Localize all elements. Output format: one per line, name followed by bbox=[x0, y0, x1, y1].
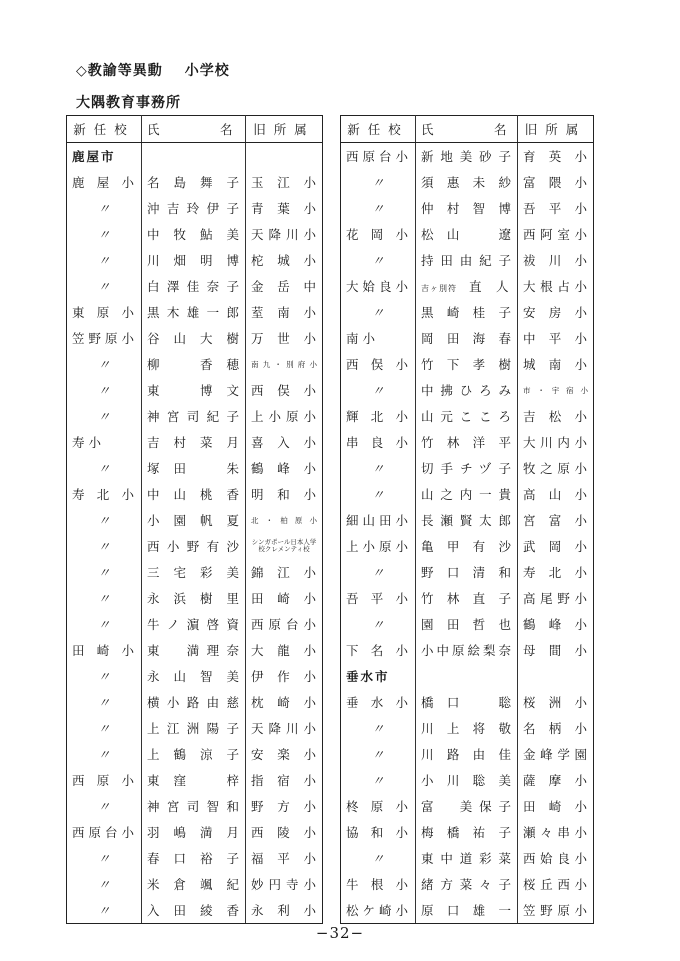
table-row bbox=[67, 793, 323, 819]
new-school-cell: 〃 bbox=[67, 351, 142, 377]
previous-school-cell: 薩摩小 bbox=[518, 767, 594, 793]
new-school-cell: 〃 bbox=[67, 273, 142, 299]
previous-school-cell: 田崎小 bbox=[246, 585, 323, 611]
new-school-cell: 〃 bbox=[67, 195, 142, 221]
new-school-cell: 西原台小 bbox=[67, 819, 142, 845]
new-school-cell: 松ケ崎小 bbox=[341, 897, 416, 924]
table-row bbox=[341, 767, 594, 793]
roster-table-right bbox=[340, 115, 594, 924]
name-cell: 黒木雄一郎 bbox=[142, 299, 246, 325]
new-school-cell: 柊原小 bbox=[341, 793, 416, 819]
header-row bbox=[341, 116, 594, 143]
previous-school-cell: 安房小 bbox=[518, 299, 594, 325]
new-school-cell: 〃 bbox=[341, 845, 416, 871]
new-school-cell: 〃 bbox=[67, 377, 142, 403]
previous-school-cell: 田崎小 bbox=[518, 793, 594, 819]
name-cell: 緒方菜々子 bbox=[416, 871, 518, 897]
table-row bbox=[67, 533, 323, 559]
new-school-cell: 〃 bbox=[341, 611, 416, 637]
table-row bbox=[341, 845, 594, 871]
previous-school-cell: 西陵小 bbox=[246, 819, 323, 845]
table-row bbox=[67, 455, 323, 481]
section-title: ◇教諭等異動 bbox=[76, 63, 163, 79]
name-cell: 上江洲陽子 bbox=[142, 715, 246, 741]
office-title: 大隅教育事務所 bbox=[76, 95, 181, 111]
previous-school-cell: 荎南小 bbox=[246, 299, 323, 325]
name-cell: 橋口 聡 bbox=[416, 689, 518, 715]
name-cell: 横小路由慈 bbox=[142, 689, 246, 715]
table-row bbox=[341, 871, 594, 897]
new-school-cell: 牛根小 bbox=[341, 871, 416, 897]
previous-school-cell: 金岳中 bbox=[246, 273, 323, 299]
name-cell: 松山 遼 bbox=[416, 221, 518, 247]
previous-school-cell: 西原台小 bbox=[246, 611, 323, 637]
table-row bbox=[341, 455, 594, 481]
table-row bbox=[67, 767, 323, 793]
new-school-cell: 下名小 bbox=[341, 637, 416, 663]
new-school-cell: 〃 bbox=[67, 741, 142, 767]
page-number: −32− bbox=[315, 924, 365, 942]
name-cell: 米倉颯紀 bbox=[142, 871, 246, 897]
city-name: 垂水市 bbox=[341, 663, 416, 689]
name-cell: 春口裕子 bbox=[142, 845, 246, 871]
new-school-cell: 〃 bbox=[341, 299, 416, 325]
name-cell: 東窪 梓 bbox=[142, 767, 246, 793]
name-cell: 神宮司智和 bbox=[142, 793, 246, 819]
name-cell: 山之内一貴 bbox=[416, 481, 518, 507]
previous-school-cell: 万世小 bbox=[246, 325, 323, 351]
table-row bbox=[67, 429, 323, 455]
previous-school-cell: シンガポール日本人学校クレメンティ校 bbox=[246, 533, 323, 559]
table-row bbox=[341, 169, 594, 195]
name-cell: 羽嶋満月 bbox=[142, 819, 246, 845]
name-cell: 吉村菜月 bbox=[142, 429, 246, 455]
new-school-cell: 串良小 bbox=[341, 429, 416, 455]
new-school-cell: 〃 bbox=[67, 689, 142, 715]
table-row bbox=[67, 195, 323, 221]
name-cell: 新地美砂子 bbox=[416, 143, 518, 170]
name-cell: 岡田海春 bbox=[416, 325, 518, 351]
name-cell: 須惠未紗 bbox=[416, 169, 518, 195]
table-row bbox=[341, 611, 594, 637]
previous-school-cell: 武岡小 bbox=[518, 533, 594, 559]
name-cell: 永浜樹里 bbox=[142, 585, 246, 611]
col-header-new-school: 新任校 bbox=[67, 116, 142, 143]
previous-school-cell: 大根占小 bbox=[518, 273, 594, 299]
name-cell: 持田由紀子 bbox=[416, 247, 518, 273]
name-cell: 東 満理奈 bbox=[142, 637, 246, 663]
name-cell: 竹林直子 bbox=[416, 585, 518, 611]
previous-school-cell: 母間小 bbox=[518, 637, 594, 663]
name-cell: 川路由佳 bbox=[416, 741, 518, 767]
name-cell: 中拂ひろみ bbox=[416, 377, 518, 403]
table-row bbox=[341, 897, 594, 924]
table-row bbox=[341, 819, 594, 845]
name-cell: 竹下孝樹 bbox=[416, 351, 518, 377]
table-row bbox=[341, 793, 594, 819]
previous-school-cell: 宮富小 bbox=[518, 507, 594, 533]
name-cell: 沖吉玲伊子 bbox=[142, 195, 246, 221]
new-school-cell: 〃 bbox=[341, 767, 416, 793]
new-school-cell: 〃 bbox=[67, 221, 142, 247]
previous-school-cell: 育英小 bbox=[518, 143, 594, 170]
name-cell: 三宅彩美 bbox=[142, 559, 246, 585]
previous-school-cell: 枕崎小 bbox=[246, 689, 323, 715]
new-school-cell: 〃 bbox=[341, 741, 416, 767]
table-row bbox=[341, 325, 594, 351]
new-school-cell: 細山田小 bbox=[341, 507, 416, 533]
new-school-cell: 〃 bbox=[67, 845, 142, 871]
new-school-cell: 〃 bbox=[341, 559, 416, 585]
previous-school-cell: 西俣小 bbox=[246, 377, 323, 403]
table-row bbox=[67, 845, 323, 871]
previous-school-cell: 城南小 bbox=[518, 351, 594, 377]
table-row bbox=[67, 299, 323, 325]
new-school-cell: 〃 bbox=[341, 481, 416, 507]
table-row bbox=[67, 663, 323, 689]
new-school-cell: 上小原小 bbox=[341, 533, 416, 559]
roster-table-left bbox=[66, 115, 323, 924]
table-row bbox=[67, 377, 323, 403]
table-row bbox=[67, 403, 323, 429]
previous-school-cell: 鶴峰小 bbox=[518, 611, 594, 637]
name-cell: 川畑明博 bbox=[142, 247, 246, 273]
city-row bbox=[341, 663, 594, 689]
name-cell: 東 博文 bbox=[142, 377, 246, 403]
name-surname: 吉ヶ別符 bbox=[421, 284, 457, 293]
new-school-cell: 西原台小 bbox=[341, 143, 416, 170]
previous-school-cell: 指宿小 bbox=[246, 767, 323, 793]
new-school-cell: 〃 bbox=[67, 715, 142, 741]
table-row bbox=[341, 481, 594, 507]
previous-school-cell: 南九・別府小 bbox=[246, 351, 323, 377]
name-cell: 原口雄一 bbox=[416, 897, 518, 924]
new-school-cell: 〃 bbox=[67, 793, 142, 819]
name-cell: 小川聡美 bbox=[416, 767, 518, 793]
name-cell: 山元こころ bbox=[416, 403, 518, 429]
table-row bbox=[67, 559, 323, 585]
header-row bbox=[67, 116, 323, 143]
new-school-cell: 〃 bbox=[341, 195, 416, 221]
previous-school-cell: 伊作小 bbox=[246, 663, 323, 689]
name-cell: 白澤佳奈子 bbox=[142, 273, 246, 299]
previous-school-cell: 上小原小 bbox=[246, 403, 323, 429]
new-school-cell: 鹿屋小 bbox=[67, 169, 142, 195]
previous-school-cell: 福平小 bbox=[246, 845, 323, 871]
new-school-cell: 〃 bbox=[67, 455, 142, 481]
name-cell: 長瀬賢太郎 bbox=[416, 507, 518, 533]
previous-school-cell: 金峰学園 bbox=[518, 741, 594, 767]
new-school-cell: 〃 bbox=[67, 611, 142, 637]
table-row bbox=[67, 221, 323, 247]
previous-school-cell: 鶴峰小 bbox=[246, 455, 323, 481]
name-cell bbox=[416, 663, 518, 689]
table-row bbox=[341, 221, 594, 247]
previous-school-cell: 永利小 bbox=[246, 897, 323, 924]
previous-school-cell: 柁城小 bbox=[246, 247, 323, 273]
table-row bbox=[67, 637, 323, 663]
previous-school-cell bbox=[518, 663, 594, 689]
new-school-cell: 〃 bbox=[67, 897, 142, 924]
section-subtitle: 小学校 bbox=[184, 63, 230, 79]
new-school-cell: 輝北小 bbox=[341, 403, 416, 429]
new-school-cell: 〃 bbox=[67, 871, 142, 897]
table-row bbox=[341, 637, 594, 663]
name-cell: 小中原絵梨奈 bbox=[416, 637, 518, 663]
name-cell: 上鶴涼子 bbox=[142, 741, 246, 767]
name-cell: 川上将敬 bbox=[416, 715, 518, 741]
name-cell: 園田哲也 bbox=[416, 611, 518, 637]
previous-school-cell: 桜丘西小 bbox=[518, 871, 594, 897]
previous-school-cell: 大龍小 bbox=[246, 637, 323, 663]
table-row bbox=[67, 247, 323, 273]
name-cell: 神宮司紀子 bbox=[142, 403, 246, 429]
name-cell: 入田綾香 bbox=[142, 897, 246, 924]
table-row bbox=[67, 689, 323, 715]
new-school-cell: 大姶良小 bbox=[341, 273, 416, 299]
previous-school-cell: 吾平小 bbox=[518, 195, 594, 221]
table-row bbox=[341, 351, 594, 377]
table-row bbox=[341, 533, 594, 559]
previous-school-cell: 妙円寺小 bbox=[246, 871, 323, 897]
name-cell: 小園帆夏 bbox=[142, 507, 246, 533]
previous-school-cell: 中平小 bbox=[518, 325, 594, 351]
name-cell: 東中道彩菜 bbox=[416, 845, 518, 871]
previous-school-cell: 市・宇宿小 bbox=[518, 377, 594, 403]
table-row bbox=[341, 403, 594, 429]
table-row bbox=[67, 871, 323, 897]
new-school-cell: 南小 bbox=[341, 325, 416, 351]
col-header-name: 氏 名 bbox=[416, 116, 518, 143]
new-school-cell: 〃 bbox=[341, 169, 416, 195]
new-school-cell: 西原小 bbox=[67, 767, 142, 793]
table-row bbox=[341, 195, 594, 221]
name-cell: 牛ノ濵啓資 bbox=[142, 611, 246, 637]
new-school-cell: 〃 bbox=[67, 507, 142, 533]
previous-school-cell: 西阿室小 bbox=[518, 221, 594, 247]
previous-school-cell: 祓川小 bbox=[518, 247, 594, 273]
previous-school-cell: 牧之原小 bbox=[518, 455, 594, 481]
previous-school-cell: 野方小 bbox=[246, 793, 323, 819]
new-school-cell: 〃 bbox=[67, 585, 142, 611]
table-row bbox=[67, 741, 323, 767]
city-row bbox=[67, 143, 323, 170]
new-school-cell: 垂水小 bbox=[341, 689, 416, 715]
table-row bbox=[341, 507, 594, 533]
table-row bbox=[67, 325, 323, 351]
previous-school-cell: 安楽小 bbox=[246, 741, 323, 767]
new-school-cell: 〃 bbox=[341, 247, 416, 273]
new-school-cell: 田崎小 bbox=[67, 637, 142, 663]
table-row bbox=[341, 143, 594, 170]
table-row bbox=[341, 741, 594, 767]
previous-school-cell: 明和小 bbox=[246, 481, 323, 507]
previous-school-cell: 笠野原小 bbox=[518, 897, 594, 924]
table-row bbox=[67, 715, 323, 741]
name-cell: 柳 香穂 bbox=[142, 351, 246, 377]
previous-school-cell: 寿北小 bbox=[518, 559, 594, 585]
name-cell: 亀甲有沙 bbox=[416, 533, 518, 559]
name-cell: 西小野有沙 bbox=[142, 533, 246, 559]
new-school-cell: 〃 bbox=[341, 455, 416, 481]
previous-school-cell: 高山小 bbox=[518, 481, 594, 507]
new-school-cell: 東原小 bbox=[67, 299, 142, 325]
name-cell: 竹林洋平 bbox=[416, 429, 518, 455]
col-header-new-school: 新任校 bbox=[341, 116, 416, 143]
new-school-cell: 吾平小 bbox=[341, 585, 416, 611]
table-row bbox=[67, 481, 323, 507]
name-cell bbox=[142, 143, 246, 170]
table-row bbox=[341, 299, 594, 325]
previous-school-cell: 高尾野小 bbox=[518, 585, 594, 611]
new-school-cell: 協和小 bbox=[341, 819, 416, 845]
previous-school-cell: 西姶良小 bbox=[518, 845, 594, 871]
new-school-cell: 西俣小 bbox=[341, 351, 416, 377]
name-cell: 中牧鮎美 bbox=[142, 221, 246, 247]
table-row bbox=[67, 507, 323, 533]
table-row bbox=[341, 273, 594, 299]
name-cell: 塚田 朱 bbox=[142, 455, 246, 481]
table-row bbox=[67, 273, 323, 299]
table-row bbox=[67, 897, 323, 924]
table-row bbox=[67, 169, 323, 195]
table-row bbox=[67, 351, 323, 377]
name-cell: 梅橋祐子 bbox=[416, 819, 518, 845]
previous-school-cell bbox=[246, 143, 323, 170]
section-heading bbox=[76, 60, 230, 80]
city-name: 鹿屋市 bbox=[67, 143, 142, 170]
name-cell bbox=[416, 273, 518, 299]
table-row bbox=[341, 585, 594, 611]
name-cell: 名島舞子 bbox=[142, 169, 246, 195]
new-school-cell: 〃 bbox=[67, 559, 142, 585]
new-school-cell: 寿小 bbox=[67, 429, 142, 455]
previous-school-cell: 瀬々串小 bbox=[518, 819, 594, 845]
previous-school-cell: 北・柏原小 bbox=[246, 507, 323, 533]
col-header-previous: 旧所属 bbox=[518, 116, 594, 143]
table-row bbox=[67, 585, 323, 611]
table-row bbox=[67, 611, 323, 637]
previous-school-cell: 錦江小 bbox=[246, 559, 323, 585]
new-school-cell: 〃 bbox=[341, 715, 416, 741]
new-school-cell: 〃 bbox=[67, 403, 142, 429]
previous-school-cell: 天降川小 bbox=[246, 715, 323, 741]
previous-school-cell: 青葉小 bbox=[246, 195, 323, 221]
name-cell: 谷山大樹 bbox=[142, 325, 246, 351]
table-row bbox=[341, 559, 594, 585]
previous-school-cell: 富隈小 bbox=[518, 169, 594, 195]
previous-school-cell: 桜洲小 bbox=[518, 689, 594, 715]
table-row bbox=[67, 819, 323, 845]
col-header-name: 氏 名 bbox=[142, 116, 246, 143]
name-cell: 富 美保子 bbox=[416, 793, 518, 819]
name-cell: 黒崎桂子 bbox=[416, 299, 518, 325]
name-cell: 切手チヅ子 bbox=[416, 455, 518, 481]
name-given: 直 人 bbox=[469, 279, 510, 294]
name-cell: 永山智美 bbox=[142, 663, 246, 689]
table-row bbox=[341, 377, 594, 403]
previous-school-cell: 喜入小 bbox=[246, 429, 323, 455]
table-row bbox=[341, 715, 594, 741]
table-row bbox=[341, 429, 594, 455]
new-school-cell: 〃 bbox=[67, 533, 142, 559]
table-row bbox=[341, 689, 594, 715]
previous-school-cell: 天降川小 bbox=[246, 221, 323, 247]
col-header-previous: 旧所属 bbox=[246, 116, 323, 143]
new-school-cell: 〃 bbox=[341, 377, 416, 403]
new-school-cell: 〃 bbox=[67, 663, 142, 689]
previous-school-cell: 吉松小 bbox=[518, 403, 594, 429]
name-cell: 中山桃香 bbox=[142, 481, 246, 507]
new-school-cell: 〃 bbox=[67, 247, 142, 273]
previous-school-cell: 名柄小 bbox=[518, 715, 594, 741]
name-cell: 仲村智博 bbox=[416, 195, 518, 221]
name-cell: 野口清和 bbox=[416, 559, 518, 585]
previous-school-cell: 玉江小 bbox=[246, 169, 323, 195]
new-school-cell: 笠野原小 bbox=[67, 325, 142, 351]
new-school-cell: 寿北小 bbox=[67, 481, 142, 507]
previous-school-cell: 大川内小 bbox=[518, 429, 594, 455]
new-school-cell: 花岡小 bbox=[341, 221, 416, 247]
table-row bbox=[341, 247, 594, 273]
